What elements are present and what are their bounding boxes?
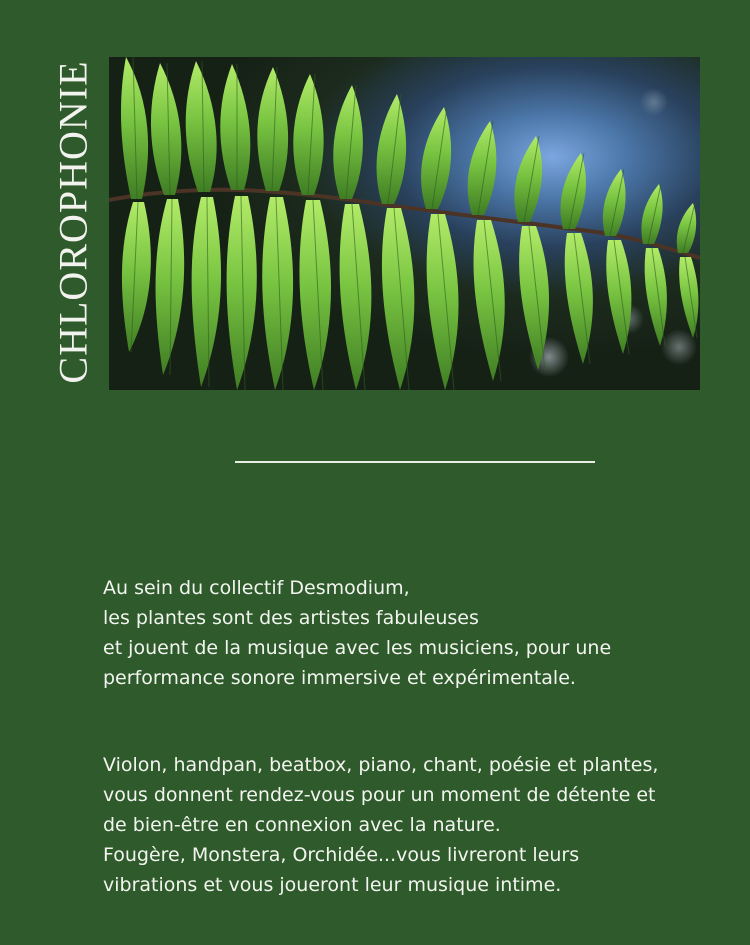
details-line-1: Violon, handpan, beatbox, piano, chant, poésie et plantes,: [103, 754, 659, 776]
intro-line-2: les plantes sont des artistes fabuleuses: [103, 607, 479, 629]
intro-paragraph: [103, 573, 713, 693]
details-line-2: vous donnent rendez-vous pour un moment de détente et: [103, 784, 656, 806]
details-paragraph: [103, 750, 713, 900]
details-line-3: de bien-être en connexion avec la nature.: [103, 814, 501, 836]
intro-line-3: et jouent de la musique avec les musiciens, pour une: [103, 637, 612, 659]
intro-line-1: Au sein du collectif Desmodium,: [103, 577, 410, 599]
title-text: CHLOROPHONIE: [51, 60, 96, 384]
fern-illustration: [109, 57, 700, 390]
details-line-4: Fougère, Monstera, Orchidée...vous livreront leurs: [103, 844, 580, 866]
fern-photo: [109, 57, 700, 390]
details-line-5: vibrations et vous joueront leur musique intime.: [103, 874, 562, 896]
section-divider: [235, 461, 595, 463]
vertical-title: [48, 42, 100, 402]
intro-line-4: performance sonore immersive et expérimentale.: [103, 667, 576, 689]
